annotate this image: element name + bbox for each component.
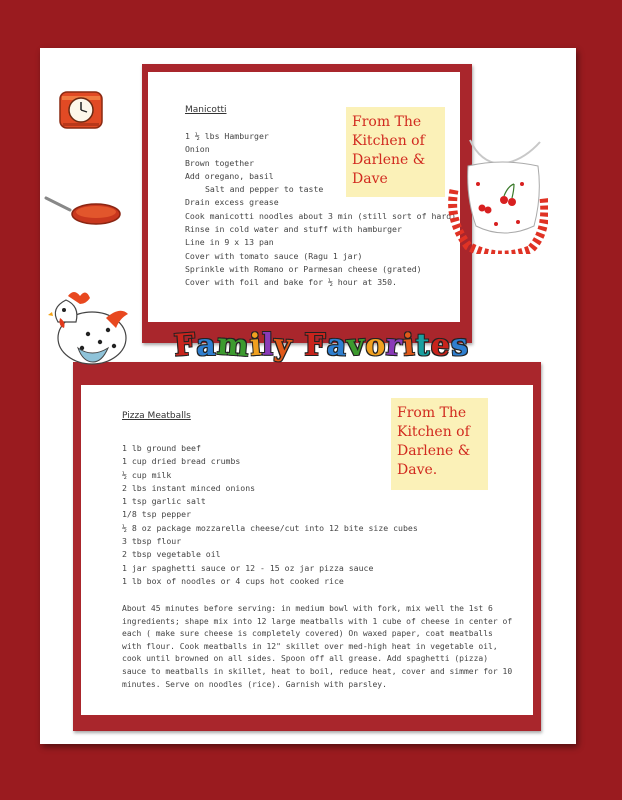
banner-letter: a [325, 327, 349, 364]
recipe-line: Line in 9 x 13 pan [185, 237, 274, 248]
manicotti-card [148, 72, 460, 322]
pizza-meatballs-mat [73, 362, 541, 731]
rooster-icon [48, 288, 130, 374]
banner-letter: F [304, 328, 327, 363]
recipe-line: Brown together [185, 157, 255, 168]
family-favorites-banner [174, 328, 494, 368]
pizza-meatballs-card [81, 385, 533, 715]
recipe-line: 1 jar spaghetti sauce or 12 - 15 oz jar pizza sauce [122, 562, 374, 573]
banner-letter: l [261, 328, 275, 363]
recipe-line: 1 lb ground beef [122, 443, 201, 453]
recipe-line: 1 cup dried bread crumbs [122, 456, 241, 467]
ingredient-list [122, 442, 418, 588]
banner-letter: i [402, 327, 417, 364]
recipe-line: 1 tsp garlic salt [122, 496, 206, 507]
recipe-line: Cover with tomato sauce (Ragu 1 jar) [185, 250, 363, 261]
recipe-line: Cover with foil and bake for ½ hour at 350. [185, 277, 397, 288]
recipe-line: 1/8 tsp pepper [122, 509, 192, 520]
recipe-line: Drain excess grease [185, 197, 279, 208]
recipe-line: Sprinkle with Romano or Parmesan cheese (grated) [185, 263, 422, 274]
directions: About 45 minutes before serving: in medium bowl with fork, mix well the 1st 6 ingredients; shape mix into 12 large meatballs with 1 cube of cheese in center of each ( make sure cheese is completely covered) On waxed paper, coat meatballs with flour. Cook meatballs in 12" skillet over med-high heat in vegetable oil, cook until browned on all sides. Spoon off all grease. Add spaghetti (pizza) sauce to meatballs in skillet, heat to boil, reduce heat, cover and simmer for 10 minutes. Serve on noodles (rice). Garnish with parsley. [122, 604, 513, 689]
banner-letter: y [273, 327, 294, 364]
kitchen-note: From The Kitchen of Darlene & Dave. [391, 398, 488, 490]
recipe-line: ½ cup milk [122, 469, 172, 480]
banner-letter: a [196, 328, 217, 363]
banner-letter: e [429, 327, 452, 364]
recipe-line: Add oregano, basil [185, 170, 274, 181]
banner-letter: t [415, 328, 431, 363]
recipe-title: Manicotti [185, 105, 227, 115]
recipe-line: 3 tbsp flour [122, 536, 182, 547]
banner-letter: m [215, 326, 251, 365]
banner-letter: F [172, 327, 198, 364]
manicotti-mat [142, 64, 472, 343]
recipe-line: 1 lb box of noodles or 4 cups hot cooked rice [122, 575, 344, 586]
apron-icon [448, 136, 548, 254]
kitchen-note: From The Kitchen of Darlene & Dave [346, 107, 445, 197]
recipe-line: Cook manicotti noodles about 3 min (still sort of hard) [185, 210, 457, 221]
recipe-line: ½ 8 oz package mozzarella cheese/cut into 12 bite size cubes [122, 522, 418, 533]
frying-pan-icon [44, 194, 122, 228]
recipe-line: Rinse in cold water and stuff with hamburger [185, 224, 402, 235]
banner-letter: i [248, 327, 264, 364]
banner-letter: r [385, 327, 405, 364]
recipe-line: Salt and pepper to taste [205, 184, 324, 195]
scrapbook-page [40, 48, 576, 744]
banner-letter: v [345, 327, 367, 364]
clock-icon [58, 90, 104, 130]
banner-letter: s [449, 327, 470, 364]
banner-letter: o [365, 328, 387, 363]
recipe-line: 2 lbs instant minced onions [122, 482, 256, 493]
recipe-line: 2 tbsp vegetable oil [122, 549, 221, 560]
recipe-title: Pizza Meatballs [122, 411, 191, 421]
recipe-line: 1 ½ lbs Hamburger [185, 131, 269, 141]
recipe-line: Onion [185, 144, 210, 155]
